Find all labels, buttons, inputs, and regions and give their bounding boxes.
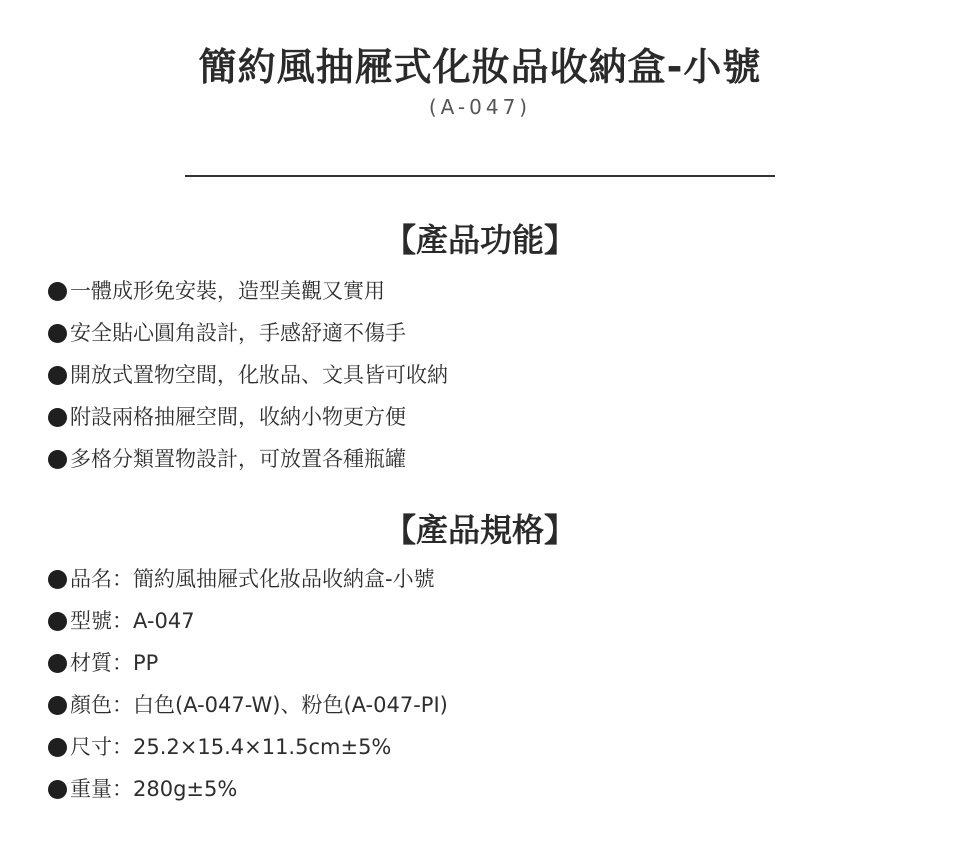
specs-heading: 【產品規格】 bbox=[383, 511, 576, 549]
bullet-dot-icon bbox=[48, 366, 67, 385]
feature-text: 開放式置物空間，化妝品、文具皆可收納 bbox=[70, 363, 448, 387]
feature-item bbox=[48, 354, 448, 396]
header-divider bbox=[185, 175, 775, 177]
product-title: 簡約風抽屜式化妝品收納盒-小號 bbox=[198, 45, 762, 89]
spec-item-weight bbox=[48, 768, 448, 810]
feature-item bbox=[48, 396, 448, 438]
spec-item-color bbox=[48, 684, 448, 726]
feature-text: 多格分類置物設計，可放置各種瓶罐 bbox=[70, 447, 406, 471]
spec-text: 品名：簡約風抽屜式化妝品收納盒-小號 bbox=[70, 567, 435, 591]
spec-text: 型號：A-047 bbox=[70, 609, 195, 633]
bullet-dot-icon bbox=[48, 654, 67, 673]
bullet-dot-icon bbox=[48, 282, 67, 301]
bullet-dot-icon bbox=[48, 324, 67, 343]
spec-text: 材質：PP bbox=[70, 651, 159, 675]
specs-list bbox=[48, 558, 448, 810]
bullet-dot-icon bbox=[48, 780, 67, 799]
spec-item-size bbox=[48, 726, 448, 768]
spec-item-model bbox=[48, 600, 448, 642]
feature-item bbox=[48, 438, 448, 480]
feature-item bbox=[48, 270, 448, 312]
spec-item-name bbox=[48, 558, 448, 600]
product-model-number: (A-047) bbox=[428, 95, 532, 119]
feature-text: 附設兩格抽屜空間，收納小物更方便 bbox=[70, 405, 406, 429]
bullet-dot-icon bbox=[48, 738, 67, 757]
spec-item-material bbox=[48, 642, 448, 684]
features-heading: 【產品功能】 bbox=[383, 221, 576, 259]
features-list bbox=[48, 270, 448, 480]
bullet-dot-icon bbox=[48, 612, 67, 631]
spec-text: 顏色：白色(A-047-W)、粉色(A-047-PI) bbox=[70, 693, 448, 717]
feature-item bbox=[48, 312, 448, 354]
bullet-dot-icon bbox=[48, 696, 67, 715]
bullet-dot-icon bbox=[48, 570, 67, 589]
spec-text: 尺寸：25.2×15.4×11.5cm±5% bbox=[70, 735, 392, 759]
bullet-dot-icon bbox=[48, 408, 67, 427]
feature-text: 一體成形免安裝，造型美觀又實用 bbox=[70, 279, 385, 303]
bullet-dot-icon bbox=[48, 450, 67, 469]
spec-text: 重量：280g±5% bbox=[70, 777, 238, 801]
feature-text: 安全貼心圓角設計，手感舒適不傷手 bbox=[70, 321, 406, 345]
